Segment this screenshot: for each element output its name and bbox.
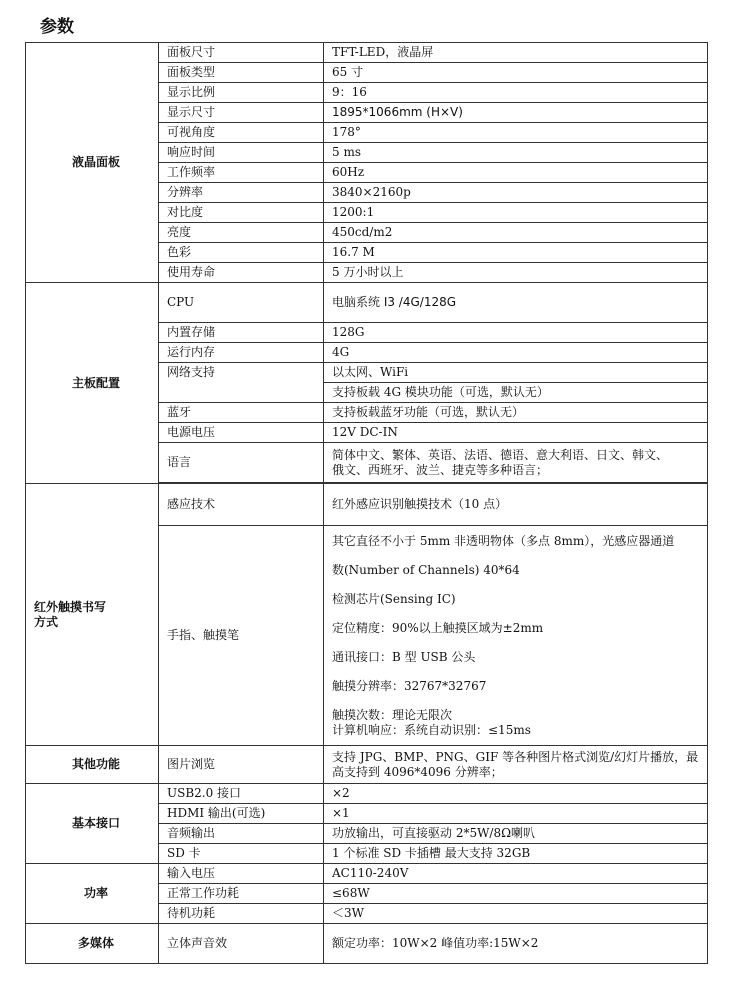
row-value: 5 万小时以上	[324, 263, 708, 283]
row-key: 显示比例	[159, 83, 324, 103]
row-key: 正常工作功耗	[159, 884, 324, 904]
row-key: 立体声音效	[159, 924, 324, 964]
touch-spec-line: 数(Number of Channels) 40*64	[332, 562, 520, 577]
touch-spec-line: 检测芯片(Sensing IC)	[332, 591, 456, 606]
section-label-board: 主板配置	[26, 283, 159, 484]
row-key: 蓝牙	[159, 403, 324, 423]
touch-spec-line: 其它直径不小于 5mm 非透明物体（多点 8mm），光感应器通道	[332, 533, 675, 548]
touch-spec-line: 触摸次数：理论无限次	[332, 707, 453, 722]
row-value: ×1	[324, 804, 708, 824]
row-key: HDMI 输出(可选)	[159, 804, 324, 824]
section-label-line: 红外触摸书写	[34, 599, 107, 614]
row-key: 工作频率	[159, 163, 324, 183]
table-row	[26, 283, 708, 323]
row-key: 分辨率	[159, 183, 324, 203]
table-row	[26, 924, 708, 964]
row-key: CPU	[159, 283, 324, 323]
row-key: 显示尺寸	[159, 103, 324, 123]
row-value: ＜3W	[324, 904, 708, 924]
row-value: 5 ms	[324, 143, 708, 163]
table-row	[26, 484, 708, 526]
section-label-other: 其他功能	[26, 746, 159, 784]
row-key: USB2.0 接口	[159, 784, 324, 804]
row-value: 额定功率：10W×2 峰值功率:15W×2	[324, 924, 708, 964]
row-value: 4G	[324, 343, 708, 363]
section-label-touch	[26, 484, 159, 746]
row-key: 响应时间	[159, 143, 324, 163]
row-value: ×2	[324, 784, 708, 804]
row-key: 亮度	[159, 223, 324, 243]
section-label-power: 功率	[26, 864, 159, 924]
row-key: 使用寿命	[159, 263, 324, 283]
row-value	[324, 746, 708, 784]
row-value-line: 俄文、西班牙、波兰、捷克等多种语言；	[332, 462, 549, 477]
row-key: 音频输出	[159, 824, 324, 844]
row-value: 支持板载 4G 模块功能（可选，默认无）	[324, 383, 708, 403]
row-value: 128G	[324, 323, 708, 343]
row-key: 对比度	[159, 203, 324, 223]
row-key: 面板类型	[159, 63, 324, 83]
page-title: 参数	[40, 17, 74, 37]
section-label-ports: 基本接口	[26, 784, 159, 864]
row-key: 输入电压	[159, 864, 324, 884]
section-label-media: 多媒体	[26, 924, 159, 964]
row-key: 色彩	[159, 243, 324, 263]
section-label-lcd: 液晶面板	[26, 43, 159, 283]
row-value: 9：16	[324, 83, 708, 103]
row-value: 1200:1	[324, 203, 708, 223]
row-key: 内置存储	[159, 323, 324, 343]
table-row	[26, 43, 708, 63]
touch-spec-line: 通讯接口：B 型 USB 公头	[332, 649, 476, 664]
row-value-line: 支持 JPG、BMP、PNG、GIF 等各种图片格式浏览/幻灯片播放，最	[332, 749, 699, 764]
row-value: 178°	[324, 123, 708, 143]
spec-table	[25, 42, 708, 964]
row-value: 65 寸	[324, 63, 708, 83]
row-value: TFT-LED，液晶屏	[324, 43, 708, 63]
row-value: ≤68W	[324, 884, 708, 904]
row-key: 手指、触摸笔	[159, 526, 324, 746]
row-value: 红外感应识别触摸技术（10 点）	[324, 484, 708, 526]
row-value	[324, 526, 708, 746]
row-key: 运行内存	[159, 343, 324, 363]
touch-spec-line: 定位精度：90%以上触摸区域为±2mm	[332, 620, 544, 635]
row-value: 16.7 M	[324, 243, 708, 263]
touch-spec-line: 计算机响应：系统自动识别：≤15ms	[332, 722, 531, 737]
row-value: AC110-240V	[324, 864, 708, 884]
row-value: 3840×2160p	[324, 183, 708, 203]
table-row	[26, 784, 708, 804]
row-value: 450cd/m2	[324, 223, 708, 243]
row-value-line: 简体中文、繁体、英语、法语、德语、意大利语、日文、韩文、	[332, 447, 669, 462]
row-value-line: 高支持到 4096*4096 分辨率；	[332, 764, 503, 779]
row-key: 语言	[159, 443, 324, 483]
row-value: 电脑系统 I3 /4G/128G	[324, 283, 708, 323]
row-value: 1 个标准 SD 卡插槽 最大支持 32GB	[324, 844, 708, 864]
row-key: SD 卡	[159, 844, 324, 864]
row-key: 网络支持	[159, 363, 324, 403]
table-row	[26, 864, 708, 884]
row-value: 支持板载蓝牙功能（可选，默认无）	[324, 403, 708, 423]
row-value: 功放输出，可直接驱动 2*5W/8Ω喇叭	[324, 824, 708, 844]
table-row	[26, 746, 708, 784]
section-label-line: 方式	[34, 614, 59, 629]
row-key: 电源电压	[159, 423, 324, 443]
row-key: 面板尺寸	[159, 43, 324, 63]
row-key: 图片浏览	[159, 746, 324, 784]
row-value: 以太网、WiFi	[324, 363, 708, 383]
row-value: 60Hz	[324, 163, 708, 183]
row-value: 1895*1066mm (H×V)	[324, 103, 708, 123]
row-value: 12V DC-IN	[324, 423, 708, 443]
row-key: 感应技术	[159, 484, 324, 526]
row-value	[324, 443, 708, 483]
touch-spec-line: 触摸分辨率：32767*32767	[332, 678, 487, 693]
row-key: 可视角度	[159, 123, 324, 143]
row-key: 待机功耗	[159, 904, 324, 924]
